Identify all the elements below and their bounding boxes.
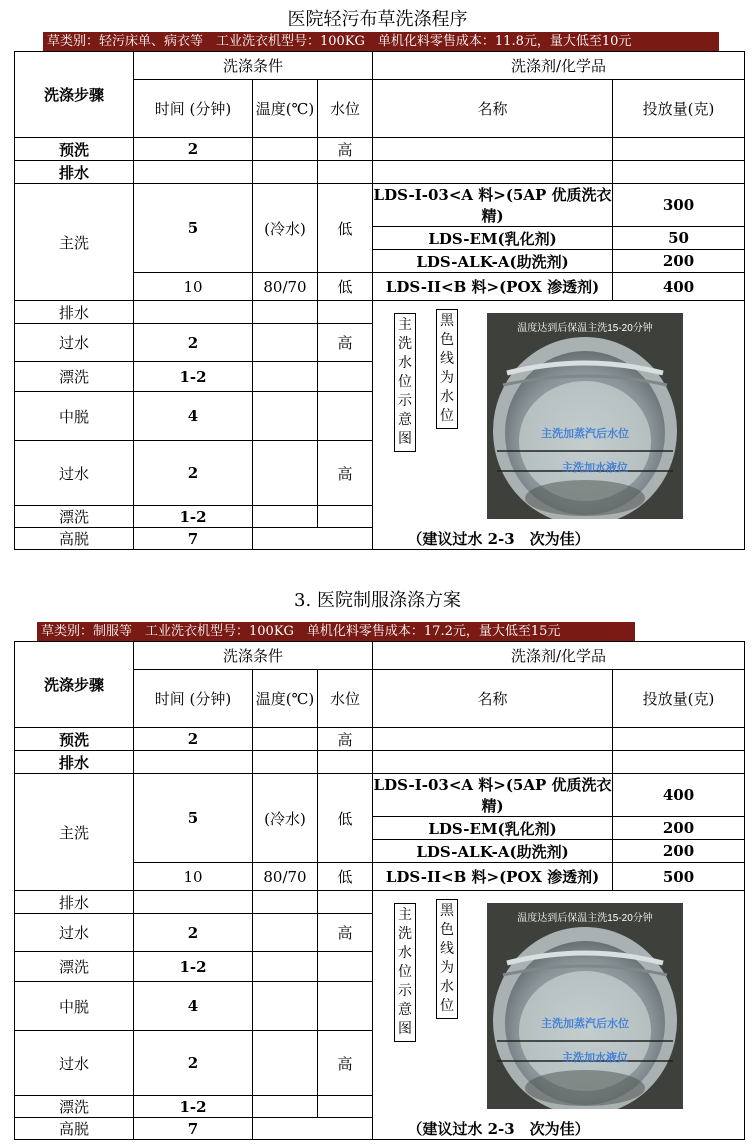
- step-drain: 排水: [15, 751, 134, 774]
- spin-temp: [253, 982, 318, 1031]
- step-bleach-2: 漂洗: [15, 506, 134, 528]
- vertical-label-char: 图: [398, 1021, 413, 1037]
- header-name: 名称: [373, 80, 613, 138]
- vertical-label-char: 水: [398, 355, 413, 371]
- drain-chem: [373, 751, 613, 774]
- rinse-advice-note: （建议过水 2-3 次为佳）: [253, 1118, 745, 1140]
- vertical-label-char: 水: [440, 389, 455, 405]
- vertical-label-char: 主: [398, 907, 413, 923]
- drain2-temp: [253, 301, 318, 324]
- step-prewash: 预洗: [15, 728, 134, 751]
- step-high-spin: 高脱: [15, 1118, 134, 1140]
- cost-banner: 草类别：制服等 工业洗衣机型号：100KG 单机化料零售成本：17.2元，量大低至15元: [37, 622, 635, 641]
- chem-dose: 200: [613, 250, 745, 273]
- vertical-label-char: 位: [440, 408, 455, 424]
- step-high-spin: 高脱: [15, 528, 134, 550]
- chem-name: LDS-EM(乳化剂): [373, 227, 613, 250]
- vertical-label-char: 位: [440, 998, 455, 1014]
- bleach-time: 1-2: [134, 362, 253, 392]
- vertical-label-char: 为: [440, 960, 455, 976]
- step-main-wash: 主洗: [15, 184, 134, 301]
- main-temp: (冷水): [253, 774, 318, 863]
- chem-name: LDS-ALK-A(助洗剂): [373, 250, 613, 273]
- step-rinse: 过水: [15, 324, 134, 362]
- vertical-label-char: 意: [398, 412, 413, 428]
- step-rinse: 过水: [15, 914, 134, 952]
- vertical-label-char: 示: [398, 983, 413, 999]
- step-drain: 排水: [15, 161, 134, 184]
- chem-dose: 500: [613, 863, 745, 891]
- rinse-temp: [253, 914, 318, 952]
- header-dose: 投放量(克): [613, 80, 745, 138]
- rinse-advice-note: （建议过水 2-3 次为佳）: [253, 528, 745, 550]
- header-level: 水位: [318, 670, 373, 728]
- main-level-2: 低: [318, 863, 373, 891]
- water-level-diagram: [373, 891, 745, 1140]
- header-level: 水位: [318, 80, 373, 138]
- header-chemicals: 洗涤剂/化学品: [373, 52, 745, 80]
- diagram-caption-steam-level: 主洗加蒸汽后水位: [541, 428, 630, 440]
- header-time: 时间 (分钟): [134, 670, 253, 728]
- vertical-label-char: 图: [398, 431, 413, 447]
- bleach-temp: [253, 362, 318, 392]
- main-time-2: 10: [134, 273, 253, 301]
- main-time-2: 10: [134, 863, 253, 891]
- step-mid-spin: 中脱: [15, 982, 134, 1031]
- chem-dose: 50: [613, 227, 745, 250]
- step-mid-spin: 中脱: [15, 392, 134, 441]
- vertical-label-char: 位: [398, 374, 413, 390]
- bleach2-time: 1-2: [134, 506, 253, 528]
- vertical-label-char: 位: [398, 964, 413, 980]
- drain-dose: [613, 161, 745, 184]
- bleach2-level: [318, 506, 373, 528]
- rinse-temp: [253, 324, 318, 362]
- diagram-caption-top: 温度达到后保温主洗15-20分钟: [517, 323, 653, 334]
- section-title: 医院轻污布草洗涤程序: [287, 9, 468, 30]
- drain-dose: [613, 751, 745, 774]
- vertical-label-char: 洗: [398, 336, 413, 352]
- step-drain-2: 排水: [15, 891, 134, 914]
- header-conditions: 洗涤条件: [134, 642, 373, 670]
- step-prewash: 预洗: [15, 138, 134, 161]
- drain-level: [318, 751, 373, 774]
- main-temp-2: 80/70: [253, 273, 318, 301]
- diagram-label-main-level: [394, 903, 416, 1042]
- vertical-label-char: 水: [440, 979, 455, 995]
- bleach-time: 1-2: [134, 952, 253, 982]
- bleach2-temp: [253, 506, 318, 528]
- bleach2-temp: [253, 1096, 318, 1118]
- main-level-2: 低: [318, 273, 373, 301]
- bleach2-time: 1-2: [134, 1096, 253, 1118]
- chem-dose: 200: [613, 840, 745, 863]
- vertical-label-char: 色: [440, 332, 455, 348]
- drain2-level: [318, 891, 373, 914]
- header-temp: 温度(℃): [253, 670, 318, 728]
- diagram-label-main-level: [394, 313, 416, 452]
- spin-time: 4: [134, 392, 253, 441]
- vertical-label-char: 黑: [440, 903, 455, 919]
- rinse-level: 高: [318, 324, 373, 362]
- chem-name: LDS-I-03<A 料>(5AP 优质洗衣精): [373, 774, 613, 817]
- prewash-chem: [373, 138, 613, 161]
- vertical-label-char: 示: [398, 393, 413, 409]
- chem-name: LDS-ALK-A(助洗剂): [373, 840, 613, 863]
- prewash-temp: [253, 138, 318, 161]
- rinse-time: 2: [134, 324, 253, 362]
- prewash-time: 2: [134, 728, 253, 751]
- main-temp: (冷水): [253, 184, 318, 273]
- drain-time: [134, 751, 253, 774]
- drain2-time: [134, 301, 253, 324]
- rinse2-time: 2: [134, 1031, 253, 1096]
- washer-drum-photo: [487, 903, 683, 1109]
- vertical-label-char: 洗: [398, 926, 413, 942]
- bleach-level: [318, 362, 373, 392]
- vertical-label-char: 色: [440, 922, 455, 938]
- washer-drum-illustration: [487, 903, 683, 1109]
- rinse2-time: 2: [134, 441, 253, 506]
- main-time: 5: [134, 184, 253, 273]
- washer-drum-illustration: [487, 313, 683, 519]
- prewash-dose: [613, 138, 745, 161]
- diagram-caption-top: 温度达到后保温主洗15-20分钟: [517, 913, 653, 924]
- header-steps: 洗涤步骤: [15, 52, 134, 138]
- drain2-level: [318, 301, 373, 324]
- spin-level: [318, 392, 373, 441]
- bleach-level: [318, 952, 373, 982]
- drain-level: [318, 161, 373, 184]
- vertical-label-char: 主: [398, 317, 413, 333]
- bleach2-level: [318, 1096, 373, 1118]
- vertical-label-char: 黑: [440, 313, 455, 329]
- high-spin-time: 7: [134, 528, 253, 550]
- chem-name: LDS-II<B 料>(POX 渗透剂): [373, 863, 613, 891]
- vertical-label-char: 意: [398, 1002, 413, 1018]
- chem-dose: 300: [613, 184, 745, 227]
- prewash-time: 2: [134, 138, 253, 161]
- spin-time: 4: [134, 982, 253, 1031]
- rinse-time: 2: [134, 914, 253, 952]
- bleach-temp: [253, 952, 318, 982]
- chem-name: LDS-EM(乳化剂): [373, 817, 613, 840]
- drain2-temp: [253, 891, 318, 914]
- main-time: 5: [134, 774, 253, 863]
- prewash-temp: [253, 728, 318, 751]
- vertical-label-char: 水: [398, 945, 413, 961]
- header-dose: 投放量(克): [613, 670, 745, 728]
- drain2-time: [134, 891, 253, 914]
- drain-temp: [253, 161, 318, 184]
- step-bleach: 漂洗: [15, 362, 134, 392]
- vertical-label-char: 为: [440, 370, 455, 386]
- rinse-level: 高: [318, 914, 373, 952]
- vertical-label-char: 线: [440, 351, 455, 367]
- water-level-diagram: [373, 301, 745, 550]
- prewash-level: 高: [318, 728, 373, 751]
- spin-level: [318, 982, 373, 1031]
- step-bleach: 漂洗: [15, 952, 134, 982]
- step-bleach-2: 漂洗: [15, 1096, 134, 1118]
- header-chemicals: 洗涤剂/化学品: [373, 642, 745, 670]
- diagram-label-black-line: [436, 309, 458, 429]
- rinse2-level: 高: [318, 441, 373, 506]
- header-temp: 温度(℃): [253, 80, 318, 138]
- chem-name: LDS-I-03<A 料>(5AP 优质洗衣精): [373, 184, 613, 227]
- section-title: 3. 医院制服涤涤方案: [294, 590, 461, 611]
- diagram-caption-water-level: 主洗加水液位: [562, 462, 629, 474]
- rinse2-level: 高: [318, 1031, 373, 1096]
- main-temp-2: 80/70: [253, 863, 318, 891]
- wash-program-table: [14, 51, 745, 550]
- step-drain-2: 排水: [15, 301, 134, 324]
- drain-chem: [373, 161, 613, 184]
- prewash-level: 高: [318, 138, 373, 161]
- drain-temp: [253, 751, 318, 774]
- header-time: 时间 (分钟): [134, 80, 253, 138]
- drain-time: [134, 161, 253, 184]
- washer-drum-photo: [487, 313, 683, 519]
- rinse2-temp: [253, 1031, 318, 1096]
- diagram-caption-steam-level: 主洗加蒸汽后水位: [541, 1018, 630, 1030]
- header-conditions: 洗涤条件: [134, 52, 373, 80]
- chem-dose: 200: [613, 817, 745, 840]
- chem-name: LDS-II<B 料>(POX 渗透剂): [373, 273, 613, 301]
- diagram-label-black-line: [436, 899, 458, 1019]
- wash-program-table: [14, 641, 745, 1140]
- chem-dose: 400: [613, 774, 745, 817]
- step-rinse-2: 过水: [15, 441, 134, 506]
- step-rinse-2: 过水: [15, 1031, 134, 1096]
- prewash-dose: [613, 728, 745, 751]
- step-main-wash: 主洗: [15, 774, 134, 891]
- header-name: 名称: [373, 670, 613, 728]
- main-level: 低: [318, 184, 373, 273]
- main-level: 低: [318, 774, 373, 863]
- chem-dose: 400: [613, 273, 745, 301]
- cost-banner: 草类别：轻污床单、病衣等 工业洗衣机型号：100KG 单机化料零售成本：11.8元，量大低至10元: [43, 32, 719, 51]
- high-spin-time: 7: [134, 1118, 253, 1140]
- diagram-caption-water-level: 主洗加水液位: [562, 1052, 629, 1064]
- header-steps: 洗涤步骤: [15, 642, 134, 728]
- vertical-label-char: 线: [440, 941, 455, 957]
- rinse2-temp: [253, 441, 318, 506]
- prewash-chem: [373, 728, 613, 751]
- spin-temp: [253, 392, 318, 441]
